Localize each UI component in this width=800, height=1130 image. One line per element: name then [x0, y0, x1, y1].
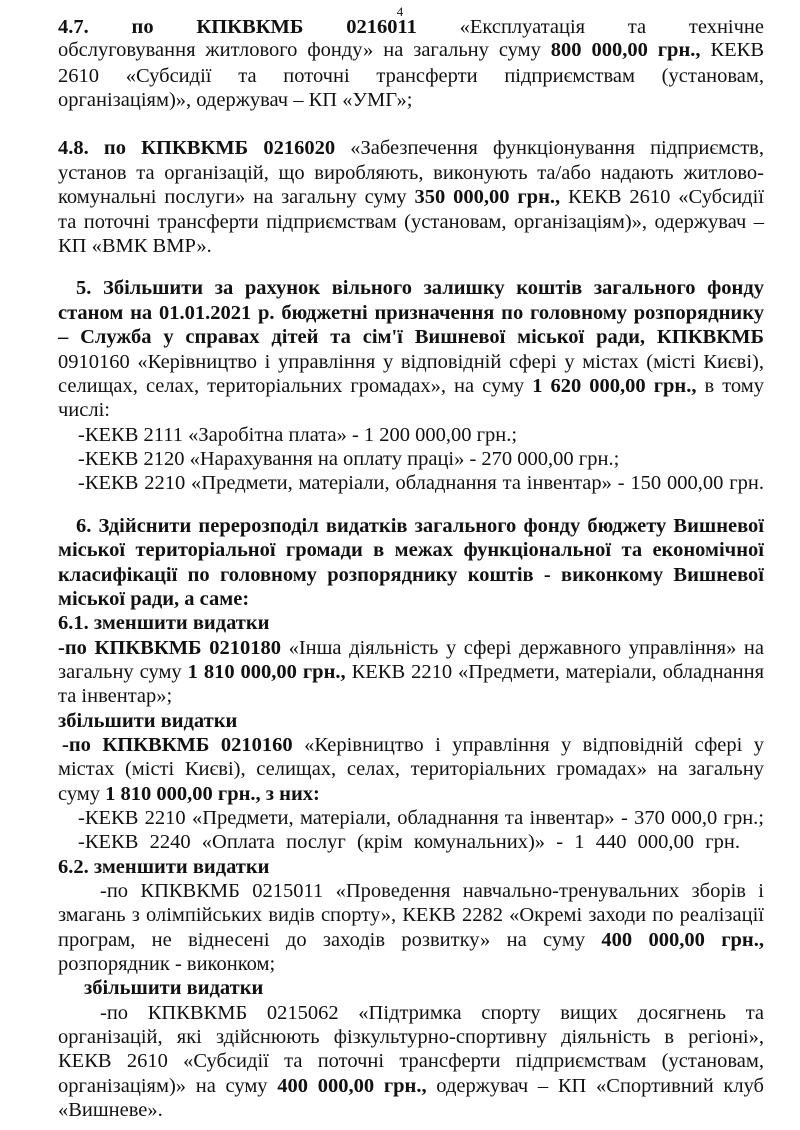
text-line: розпорядник - виконком;: [58, 953, 276, 976]
text-line: -КЕКВ 2120 «Нарахування на оплату праці» - 270 000,00 грн.;: [78, 448, 620, 471]
text-line: 6. Здійснити перерозподіл видатків загального фонду бюджету Вишневої: [76, 515, 764, 538]
text-line: та інвентар»;: [58, 685, 173, 708]
text-line: «Вишневе».: [58, 1099, 163, 1121]
text-line: 6.2. зменшити видатки: [58, 855, 270, 878]
text-line: програм, не віднесені до заходів розвитку» на суму 400 000,00 грн.,: [58, 928, 764, 951]
text-line: 5. Збільшити за рахунок вільного залишку коштів загального фонду: [76, 276, 764, 299]
text-line: числі:: [58, 399, 111, 422]
text-line: 4.8. по КПКВКМБ 0216020 «Забезпечення функціонування підприємств,: [58, 136, 764, 159]
text-line: обслуговування житлового фонду» на загальну суму 800 000,00 грн., КЕКВ: [58, 39, 764, 62]
text-line: класифікації по головному розпоряднику коштів - виконкому Вишневої: [58, 563, 764, 586]
text-line: 4.7. по КПКВКМБ 0216011 «Експлуатація та технічне: [58, 16, 765, 38]
text-line: суму 1 810 000,00 грн., з них:: [58, 782, 320, 805]
text-line: 0910160 «Керівництво і управління у відповідній сфері у містах (місті Києві),: [58, 350, 764, 373]
text-line: -по КПКВКМБ 0215011 «Проведення навчально-тренувальних зборів і: [100, 880, 764, 903]
text-line: станом на 01.01.2021 р. бюджетні призначення по головному розпоряднику: [58, 302, 764, 325]
text-line: змагань з олімпійських видів спорту», КЕКВ 2282 «Окремі заходи по реалізації: [58, 904, 764, 927]
text-line: міської ради, а саме:: [58, 588, 250, 611]
text-line: містах (місті Києві), селищах, селах, територіальних громадах» на загальну: [58, 758, 764, 781]
text-line: 2610 «Субсидії та поточні трансферти підприємствам (установам,: [58, 64, 764, 87]
text-line: КЕКВ 2610 «Субсидії та поточні трансферти підприємствам (установам,: [58, 1050, 764, 1073]
text-line: -КЕКВ 2111 «Заробітна плата» - 1 200 000,00 грн.;: [78, 423, 518, 446]
text-line: організаціям)» на суму 400 000,00 грн., одержувач – КП «Спортивний клуб: [58, 1074, 764, 1097]
text-line: збільшити видатки: [58, 709, 238, 732]
text-line: КП «ВМК ВМР».: [58, 234, 212, 257]
text-line: організацій, які здійснюють фізкультурно-спортивну діяльність в регіоні»,: [58, 1026, 764, 1049]
text-line: та поточні трансферти підприємствам (установам, організаціям)», одержувач –: [58, 210, 764, 233]
page-number: 4: [396, 4, 404, 19]
text-line: збільшити видатки: [84, 977, 264, 1000]
text-line: селищах, селах, територіальних громадах», на суму 1 620 000,00 грн., в тому: [58, 375, 764, 398]
text-line: -КЕКВ 2210 «Предмети, матеріали, обладнання та інвентар» - 370 000,0 грн.;: [78, 807, 764, 830]
text-line: міської територіальної громади в межах функціональної та економічної: [58, 539, 764, 562]
text-line: -по КПКВКМБ 0210160 «Керівництво і управління у відповідній сфері у: [62, 734, 764, 757]
text-line: організаціям)», одержувач – КП «УМГ»;: [58, 88, 413, 111]
text-line: комунальні послуги» на загальну суму 350 000,00 грн., КЕКВ 2610 «Субсидії: [58, 186, 764, 209]
text-line: -по КПКВКМБ 0210180 «Інша діяльність у сфері державного управління» на: [58, 636, 764, 659]
text-line: 6.1. зменшити видатки: [58, 612, 270, 635]
text-line: -КЕКВ 2210 «Предмети, матеріали, обладнання та інвентар» - 150 000,00 грн.: [78, 472, 764, 495]
text-line: загальну суму 1 810 000,00 грн., КЕКВ 2210 «Предмети, матеріали, обладнання: [58, 661, 765, 684]
text-line: -по КПКВКМБ 0215062 «Підтримка спорту вищих досягнень та: [100, 1001, 764, 1024]
text-line: – Служба у справах дітей та сім'ї Вишневої міської ради, КПКВКМБ: [58, 326, 764, 349]
text-line: -КЕКВ 2240 «Оплата послуг (крім комунальних)» - 1 440 000,00 грн.: [78, 831, 740, 854]
text-line: установ та організацій, що виробляють, виконують та/або надають житлово-: [58, 161, 764, 184]
